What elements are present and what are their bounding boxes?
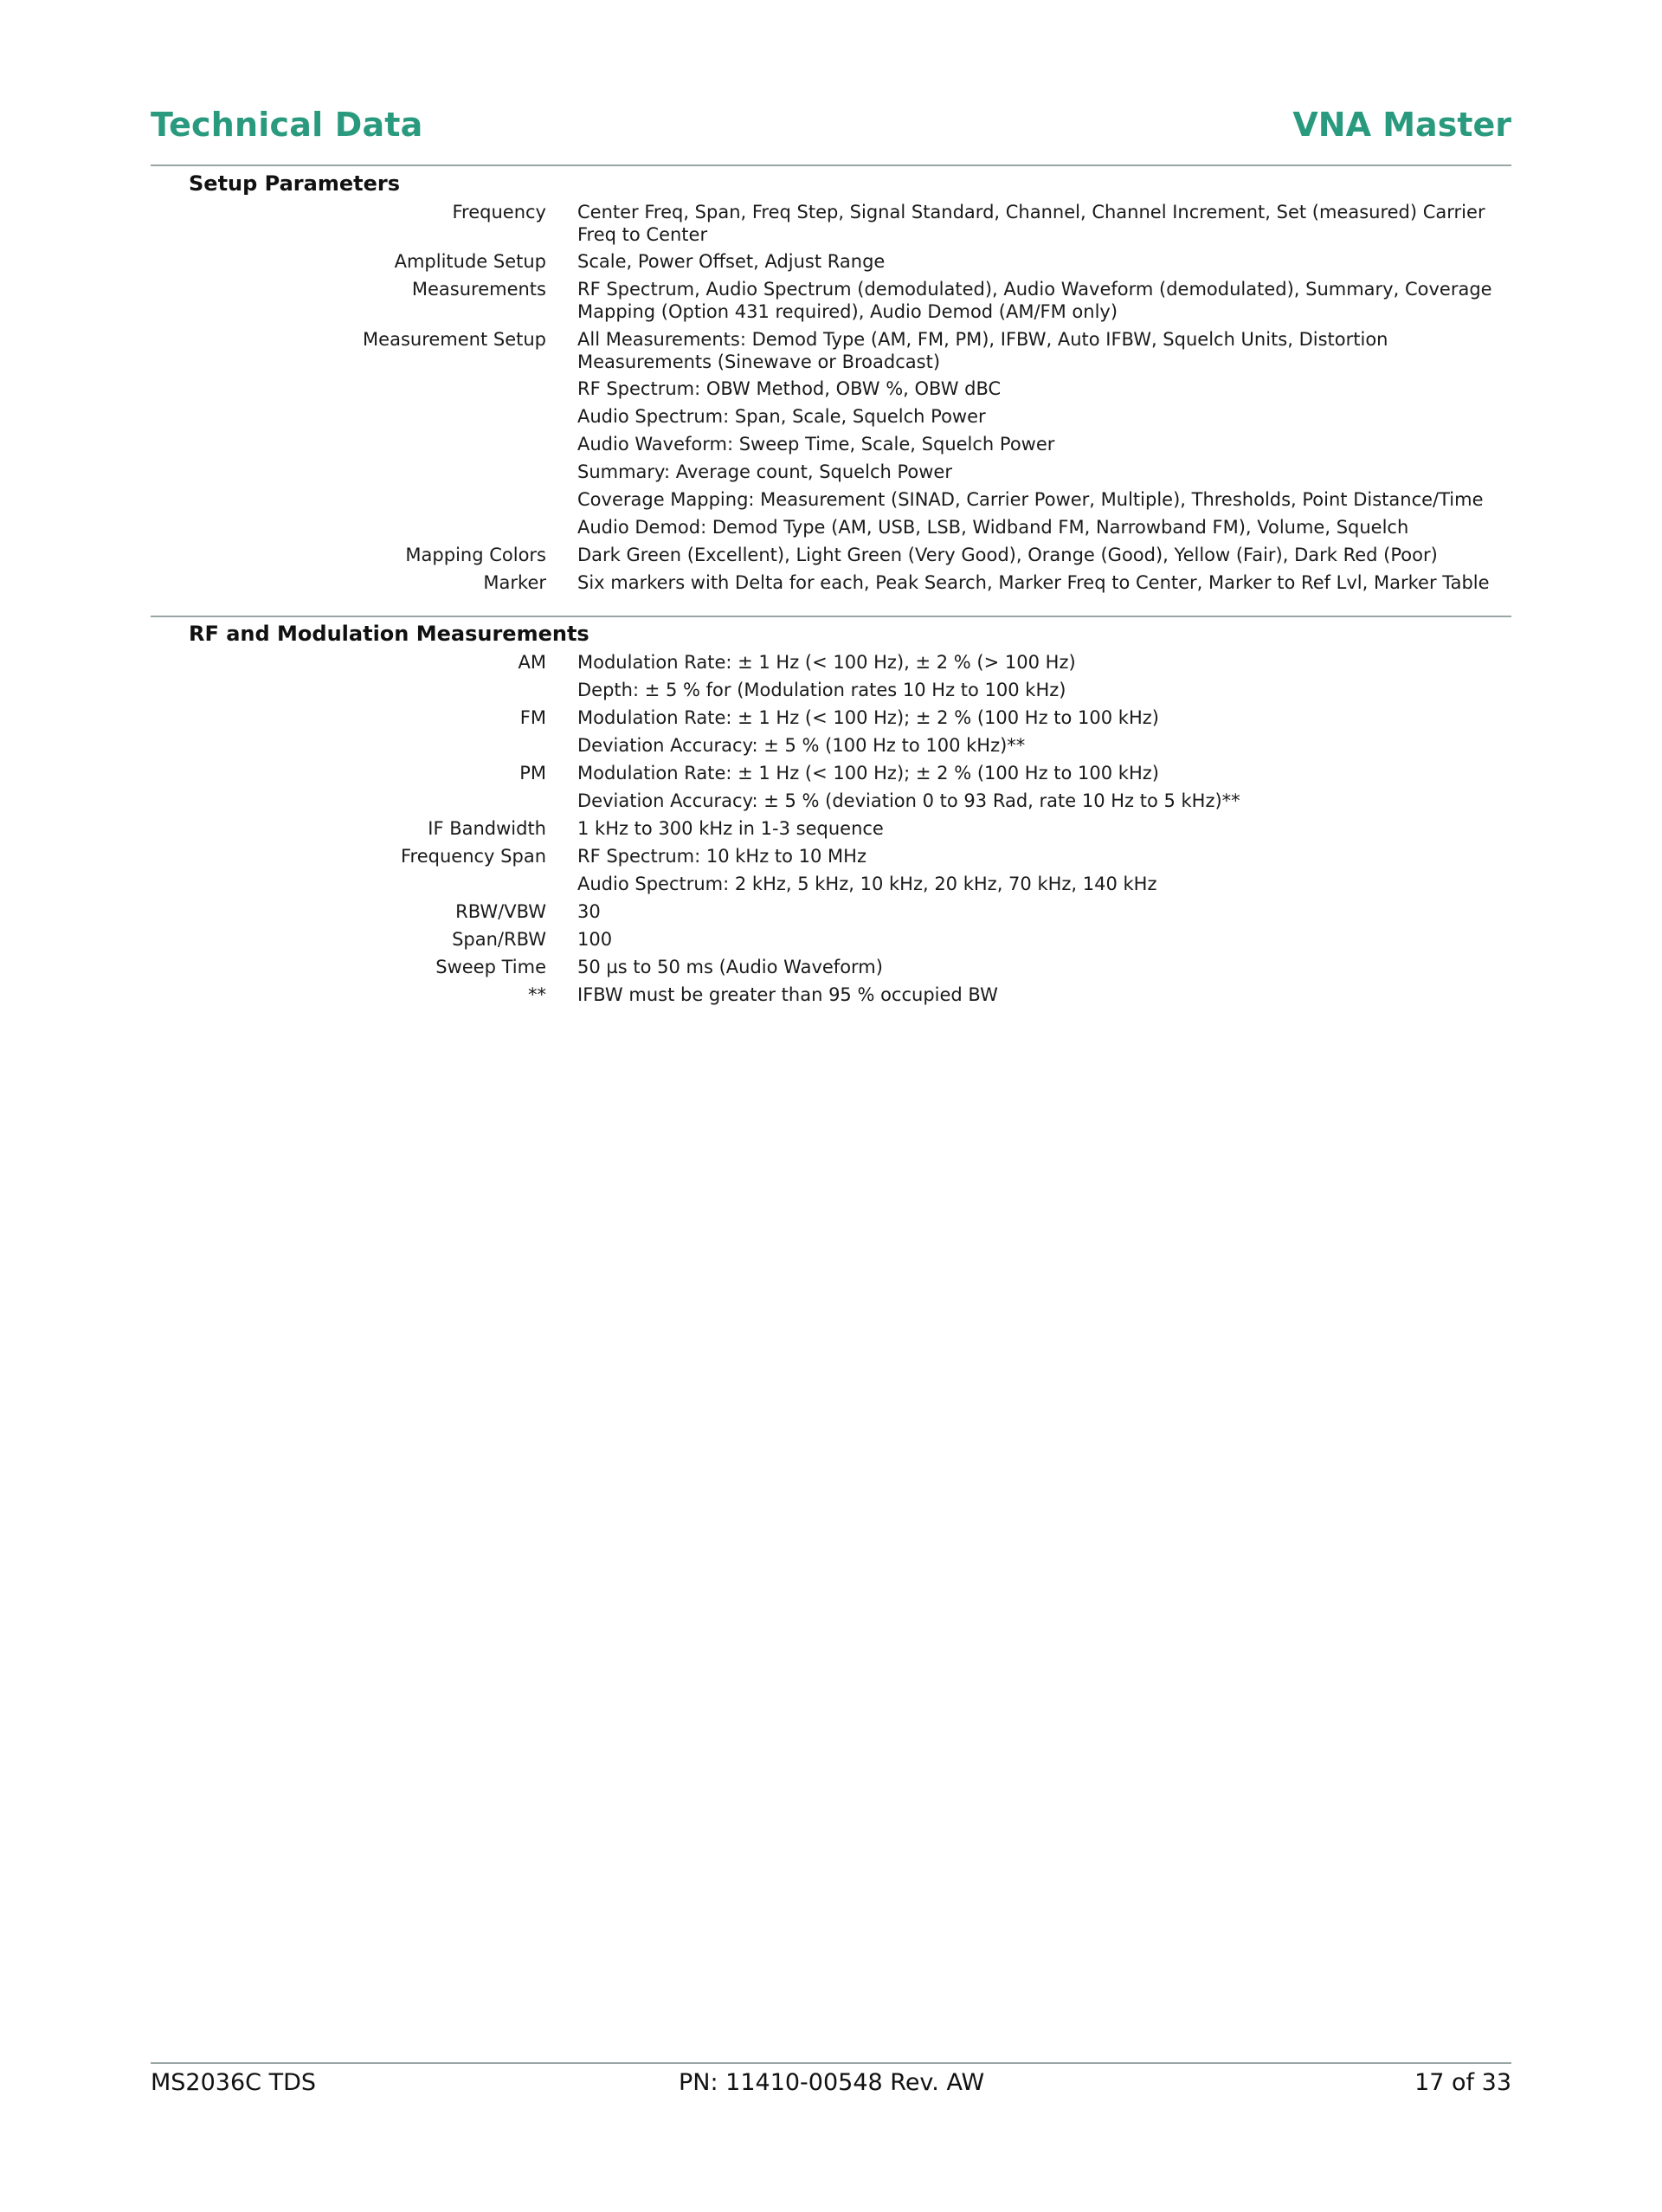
spec-label: IF Bandwidth [428,818,546,839]
page-number: 17 of 33 [1414,2069,1511,2096]
spec-value: Modulation Rate: ± 1 Hz (< 100 Hz); ± 2 % (100 Hz to 100 kHz) [577,763,1159,784]
footer-divider [151,2062,1511,2064]
page-footer [151,2069,1511,2100]
section-title: RF and Modulation Measurements [189,622,589,646]
spec-value: Deviation Accuracy: ± 5 % (100 Hz to 100 kHz)** [577,735,1026,756]
spec-value: Six markers with Delta for each, Peak Search, Marker Freq to Center, Marker to Ref Lvl, Marker Table [577,572,1490,593]
spec-label: Marker [483,572,546,593]
page-title: Technical Data [151,106,423,144]
document-id: MS2036C TDS [151,2069,317,2096]
header-divider [151,164,1511,166]
spec-value: Audio Demod: Demod Type (AM, USB, LSB, Widband FM, Narrowband FM), Volume, Squelch [577,517,1409,538]
spec-label: ** [528,984,546,1005]
spec-value: Dark Green (Excellent), Light Green (Very Good), Orange (Good), Yellow (Fair), Dark Red (Poor) [577,545,1438,565]
spec-value: All Measurements: Demod Type (AM, FM, PM), IFBW, Auto IFBW, Squelch Units, Distortion Measurements (Sinewave or Broadcast) [577,329,1388,372]
spec-value: RF Spectrum: 10 kHz to 10 MHz [577,846,866,867]
spec-value: Scale, Power Offset, Adjust Range [577,251,886,272]
spec-label: Span/RBW [452,929,546,950]
spec-value: 50 µs to 50 ms (Audio Waveform) [577,957,883,977]
page-header [151,106,1511,166]
setup-parameters-section [151,171,1511,604]
spec-label: Measurement Setup [363,329,546,350]
rf-modulation-section [151,622,1511,1020]
spec-value: Audio Spectrum: 2 kHz, 5 kHz, 10 kHz, 20 kHz, 70 kHz, 140 kHz [577,874,1157,894]
spec-value: RF Spectrum: OBW Method, OBW %, OBW dBC [577,378,1002,399]
product-name: VNA Master [1292,106,1511,144]
spec-value: 1 kHz to 300 kHz in 1-3 sequence [577,818,884,839]
spec-label: PM [519,763,546,784]
spec-label: Frequency [452,202,546,222]
spec-value: 100 [577,929,613,950]
spec-value: Deviation Accuracy: ± 5 % (deviation 0 to 93 Rad, rate 10 Hz to 5 kHz)** [577,790,1240,811]
spec-value: IFBW must be greater than 95 % occupied BW [577,984,998,1005]
spec-label: Measurements [411,279,546,300]
spec-label: FM [519,707,546,728]
spec-label: Amplitude Setup [394,251,546,272]
spec-label: Mapping Colors [405,545,546,565]
spec-value: 30 [577,901,601,922]
spec-value: Depth: ± 5 % for (Modulation rates 10 Hz to 100 kHz) [577,680,1066,700]
spec-value: Modulation Rate: ± 1 Hz (< 100 Hz); ± 2 % (100 Hz to 100 kHz) [577,707,1159,728]
spec-value: RF Spectrum, Audio Spectrum (demodulated), Audio Waveform (demodulated), Summary, Coverage Mapping (Option 431 required), Audio Demod (AM/FM only) [577,279,1492,322]
spec-label: RBW/VBW [455,901,546,922]
spec-value: Coverage Mapping: Measurement (SINAD, Carrier Power, Multiple), Thresholds, Point Distance/Time [577,489,1484,510]
spec-label: Sweep Time [435,957,546,977]
section-divider [151,616,1511,617]
part-number: PN: 11410-00548 Rev. AW [679,2069,985,2096]
section-title: Setup Parameters [189,171,400,196]
spec-value: Audio Waveform: Sweep Time, Scale, Squelch Power [577,434,1055,455]
spec-value: Modulation Rate: ± 1 Hz (< 100 Hz), ± 2 % (> 100 Hz) [577,652,1076,673]
spec-label: Frequency Span [401,846,546,867]
spec-value: Audio Spectrum: Span, Scale, Squelch Power [577,406,986,427]
spec-value: Summary: Average count, Squelch Power [577,461,952,482]
spec-label: AM [518,652,546,673]
spec-value: Center Freq, Span, Freq Step, Signal Standard, Channel, Channel Increment, Set (measured) Carrier Freq to Center [577,202,1485,245]
